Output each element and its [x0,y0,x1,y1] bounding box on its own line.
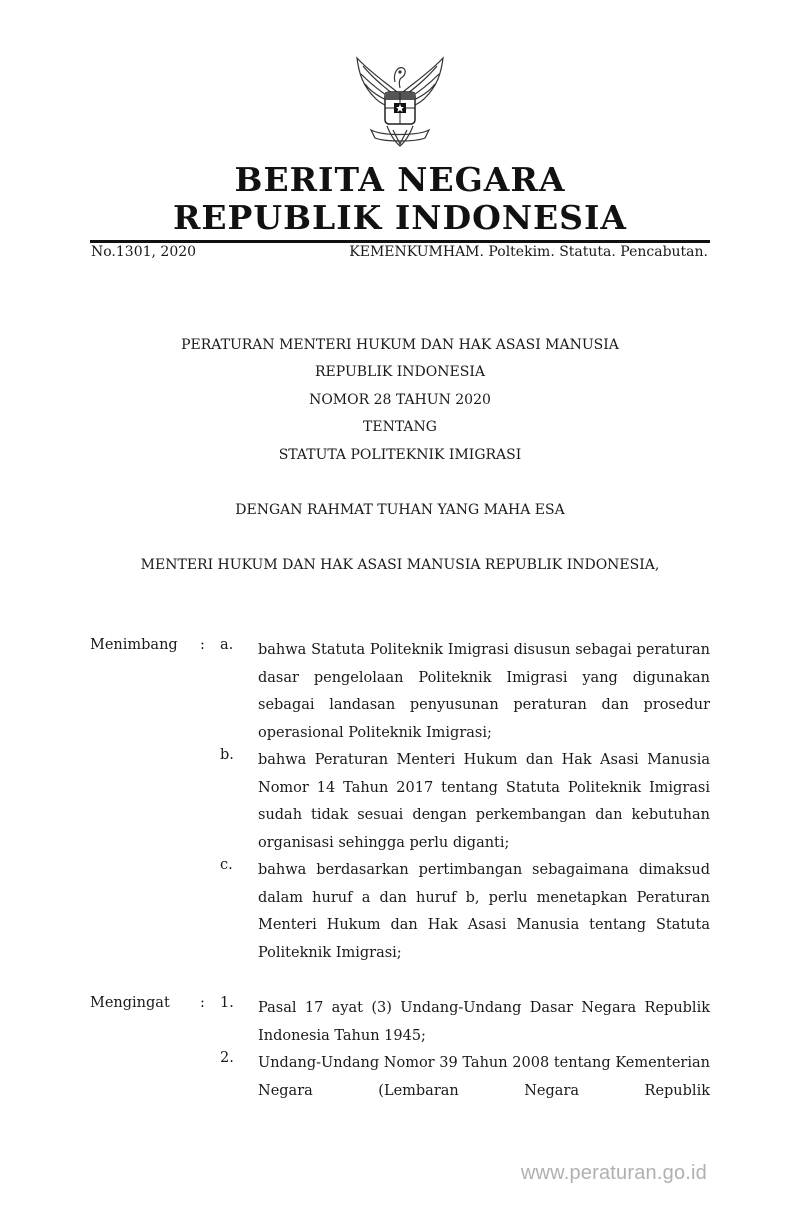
garuda-emblem-icon [345,52,455,152]
item-marker: b. [220,747,234,763]
mengingat-item-1 [90,995,710,1050]
item-marker: 1. [220,995,234,1011]
masthead-divider [90,240,710,243]
regulation-subject: STATUTA POLITEKNIK IMIGRASI [278,447,522,463]
menimbang-item-a [90,637,710,747]
gazette-number: No.1301, 2020 [91,244,197,260]
item-text: bahwa berdasarkan pertimbangan sebagaimana dimaksud dalam huruf a dan huruf b, perlu menetapkan Peraturan Menteri Hukum dan Hak Asasi Manusia tentang Statuta Politeknik Imigrasi; [258,862,710,961]
item-text: bahwa Peraturan Menteri Hukum dan Hak Asasi Manusia Nomor 14 Tahun 2017 tentang Statuta Politeknik Imigrasi sudah tidak sesuai dengan perkembangan dan kebutuhan organisasi sehingga perlu diganti; [258,752,710,851]
menimbang-section [90,637,710,967]
item-text: Pasal 17 ayat (3) Undang-Undang Dasar Negara Republik Indonesia Tahun 1945; [258,1000,710,1044]
enactor: MENTERI HUKUM DAN HAK ASASI MANUSIA REPUBLIK INDONESIA, [140,557,660,573]
regulation-title-line1: PERATURAN MENTERI HUKUM DAN HAK ASASI MANUSIA [181,337,619,353]
regulation-number: NOMOR 28 TAHUN 2020 [309,392,491,408]
regulation-title-line2: REPUBLIK INDONESIA [315,364,485,380]
menimbang-colon: : [200,637,205,653]
mengingat-label: Mengingat [90,995,170,1011]
gazette-keywords: KEMENKUMHAM. Poltekim. Statuta. Pencabutan. [349,244,708,260]
preamble: DENGAN RAHMAT TUHAN YANG MAHA ESA [235,502,565,518]
mengingat-section [90,995,710,1105]
menimbang-item-b [90,747,710,857]
masthead-title-line1: BERITA NEGARA [234,160,566,199]
mengingat-colon: : [200,995,205,1011]
item-text: bahwa Statuta Politeknik Imigrasi disusun sebagai peraturan dasar pengelolaan Politeknik Imigrasi yang digunakan sebagai landasan penyusunan peraturan dan prosedur operasional Politeknik Imigrasi; [258,642,710,741]
masthead-title-line2: REPUBLIK INDONESIA [172,198,628,237]
item-marker: c. [220,857,233,873]
website-watermark: www.peraturan.go.id [520,1162,707,1184]
item-marker: 2. [220,1050,234,1066]
menimbang-item-c [90,857,710,967]
menimbang-label: Menimbang [90,637,178,653]
item-text: Undang-Undang Nomor 39 Tahun 2008 tentang Kementerian Negara (Lembaran Negara Republik [258,1055,710,1099]
mengingat-item-2 [90,1050,710,1105]
regulation-tentang: TENTANG [363,419,437,435]
item-marker: a. [220,637,234,653]
